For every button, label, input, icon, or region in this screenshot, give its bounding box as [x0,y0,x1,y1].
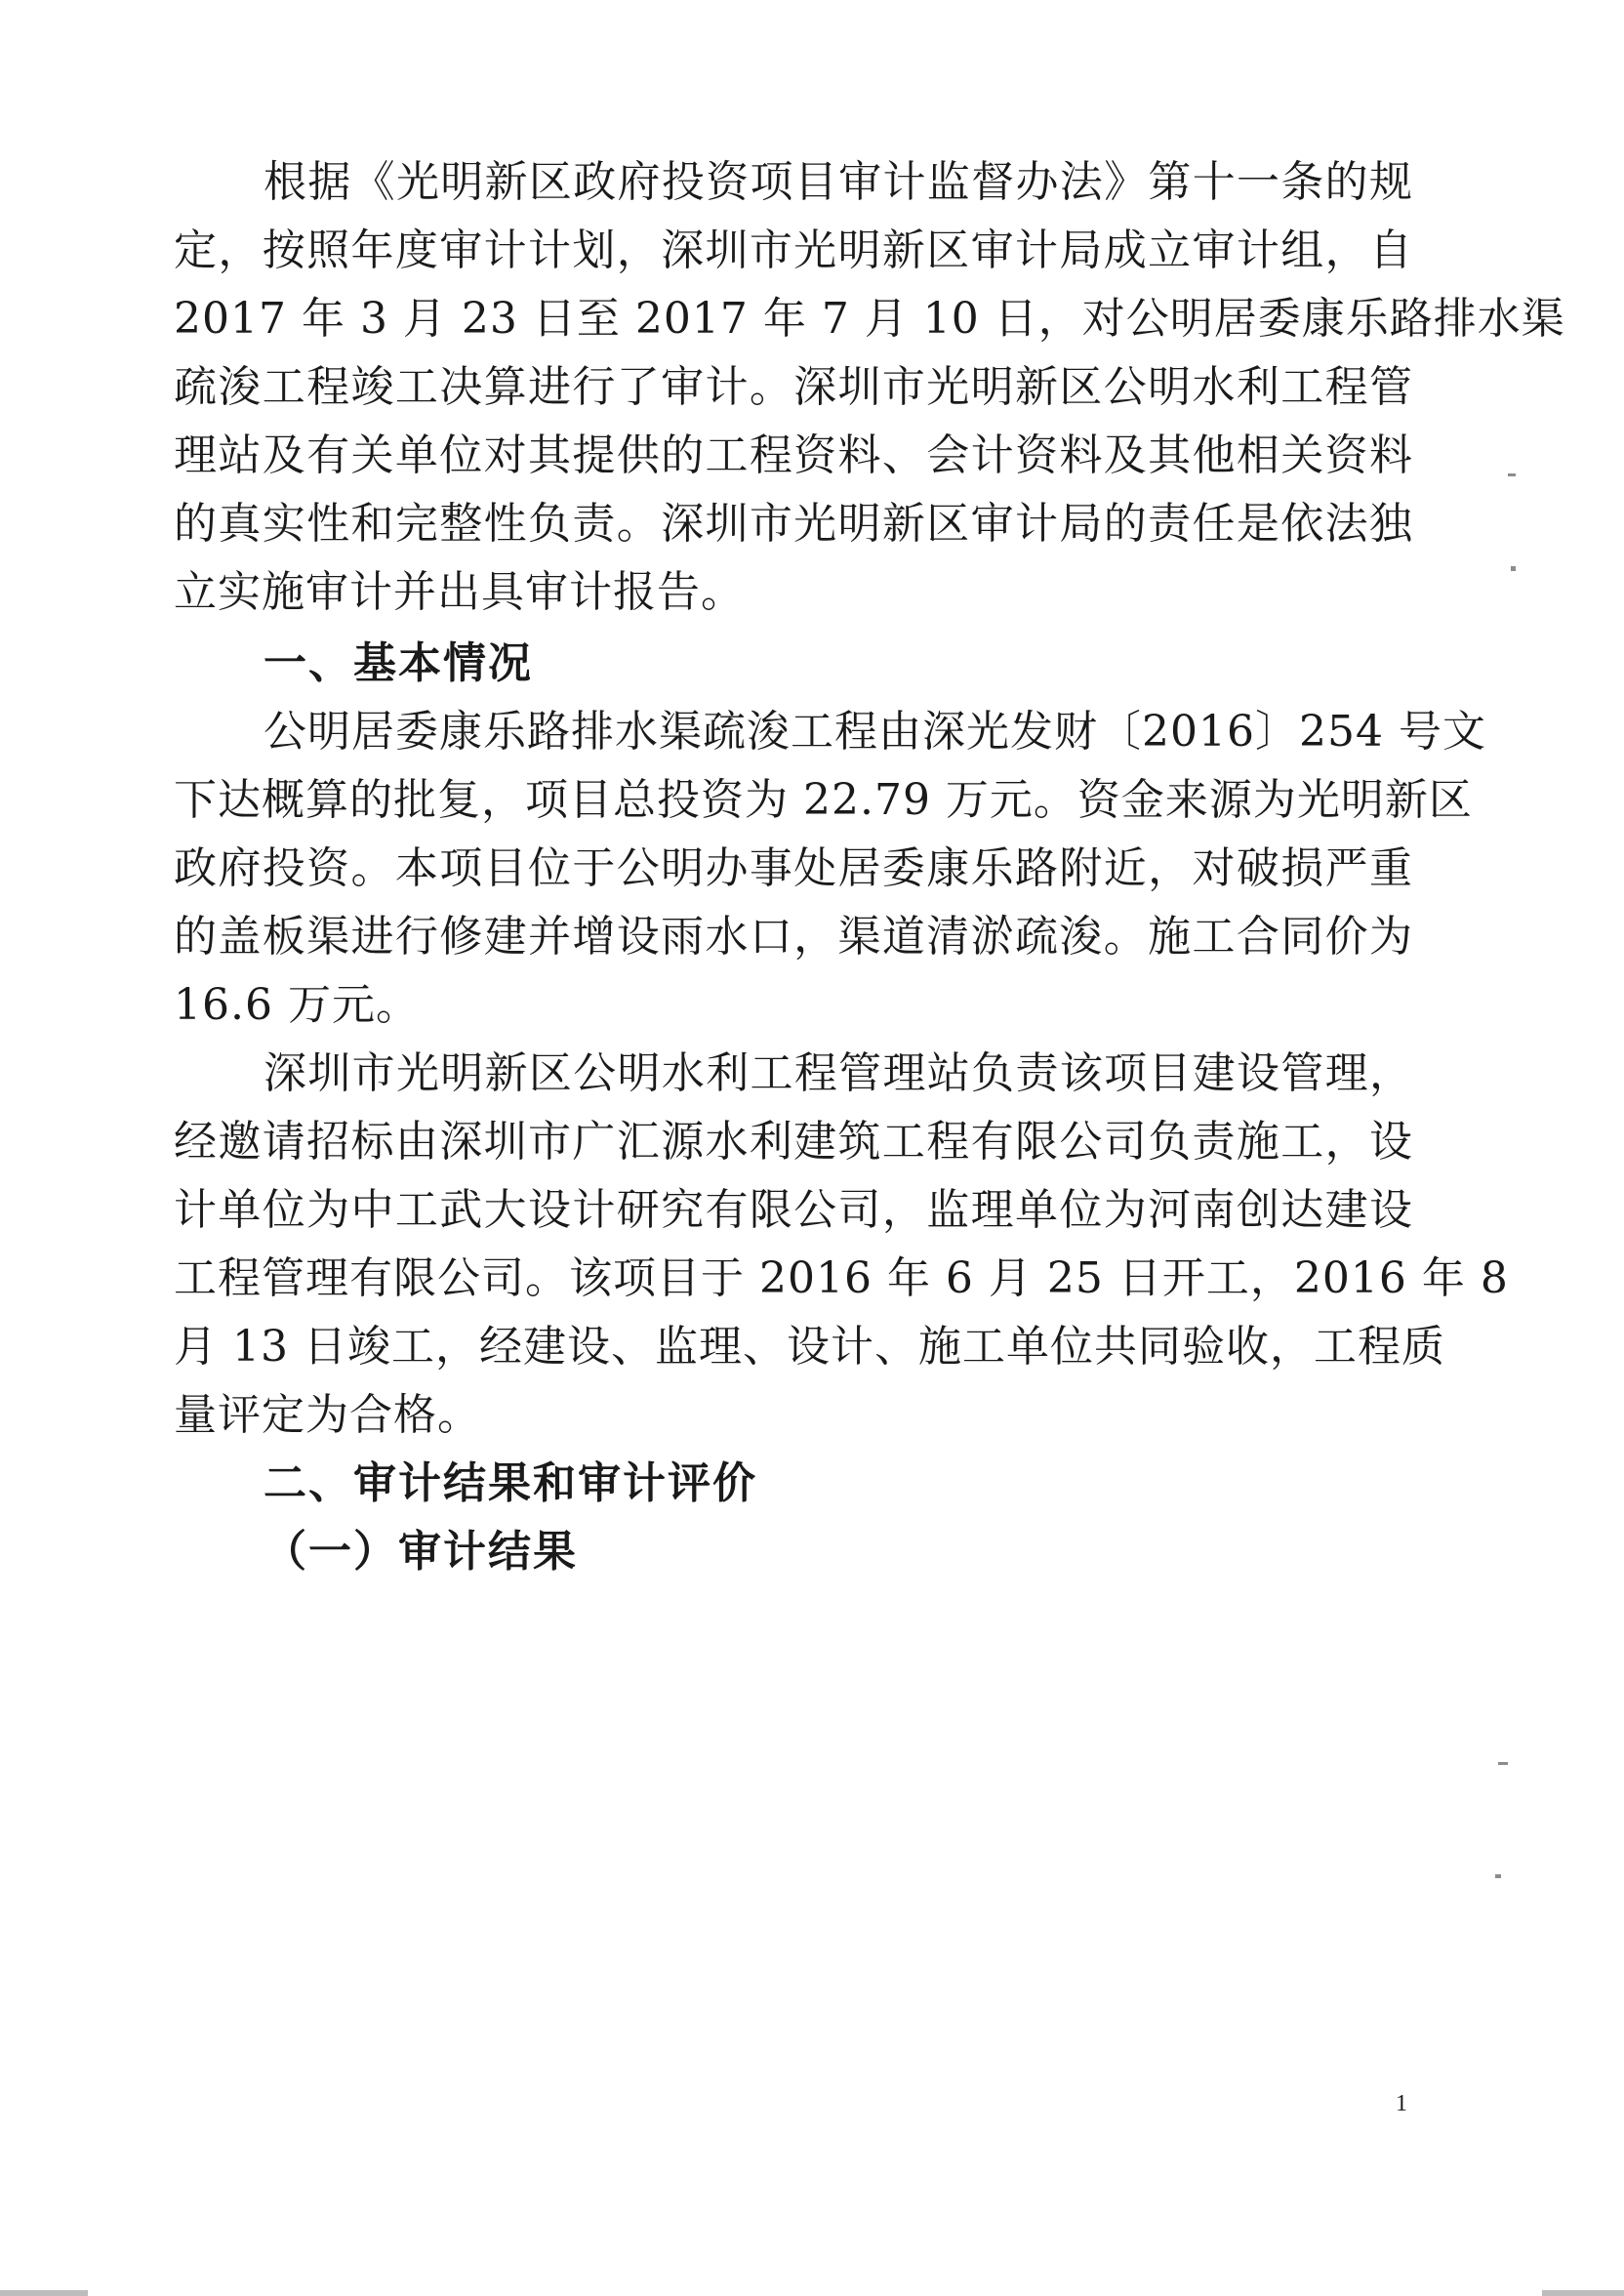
paragraph-line: 16.6 万元。 [174,980,420,1030]
scan-edge-mark [0,2290,88,2296]
subsection-heading-audit-results: （一）审计结果 [264,1527,578,1577]
paragraph-line: 的真实性和完整性负责。深圳市光明新区审计局的责任是依法独 [174,499,1413,549]
section-heading-basic-situation: 一、基本情况 [264,638,533,688]
scan-speck [1495,1874,1501,1878]
scan-edge-mark [1542,2290,1624,2296]
scan-speck [1511,566,1516,571]
scan-speck [1508,473,1516,476]
paragraph-line: 的盖板渠进行修建并增设雨水口，渠道清淤疏浚。施工合同价为 [174,912,1413,962]
paragraph-line: 工程管理有限公司。该项目于 2016 年 6 月 25 日开工，2016 年 8 [174,1253,1509,1303]
paragraph-line: 经邀请招标由深圳市广汇源水利建筑工程有限公司负责施工，设 [174,1117,1413,1167]
paragraph-line: 计单位为中工武大设计研究有限公司，监理单位为河南创达建设 [174,1185,1413,1235]
paragraph-line: 下达概算的批复，项目总投资为 22.79 万元。资金来源为光明新区 [174,775,1473,825]
paragraph-line: 公明居委康乐路排水渠疏浚工程由深光发财〔2016〕254 号文 [264,707,1486,757]
page-number: 1 [1396,2091,1407,2116]
scan-speck [1498,1762,1508,1765]
paragraph-line: 政府投资。本项目位于公明办事处居委康乐路附近，对破损严重 [174,843,1413,893]
paragraph-line: 根据《光明新区政府投资项目审计监督办法》第十一条的规 [264,157,1413,207]
section-heading-results-evaluation: 二、审计结果和审计评价 [264,1458,757,1508]
paragraph-line: 立实施审计并出具审计报告。 [174,567,745,617]
paragraph-line: 疏浚工程竣工决算进行了审计。深圳市光明新区公明水利工程管 [174,362,1413,412]
paragraph-line: 量评定为合格。 [174,1390,481,1440]
paragraph-line: 深圳市光明新区公明水利工程管理站负责该项目建设管理， [264,1048,1413,1098]
paragraph-line: 2017 年 3 月 23 日至 2017 年 7 月 10 日，对公明居委康乐路排水渠 [174,294,1565,344]
paragraph-line: 定，按照年度审计计划，深圳市光明新区审计局成立审计组，自 [174,226,1413,275]
paragraph-line: 理站及有关单位对其提供的工程资料、会计资料及其他相关资料 [174,430,1413,480]
paragraph-line: 月 13 日竣工，经建设、监理、设计、施工单位共同验收，工程质 [174,1322,1445,1372]
